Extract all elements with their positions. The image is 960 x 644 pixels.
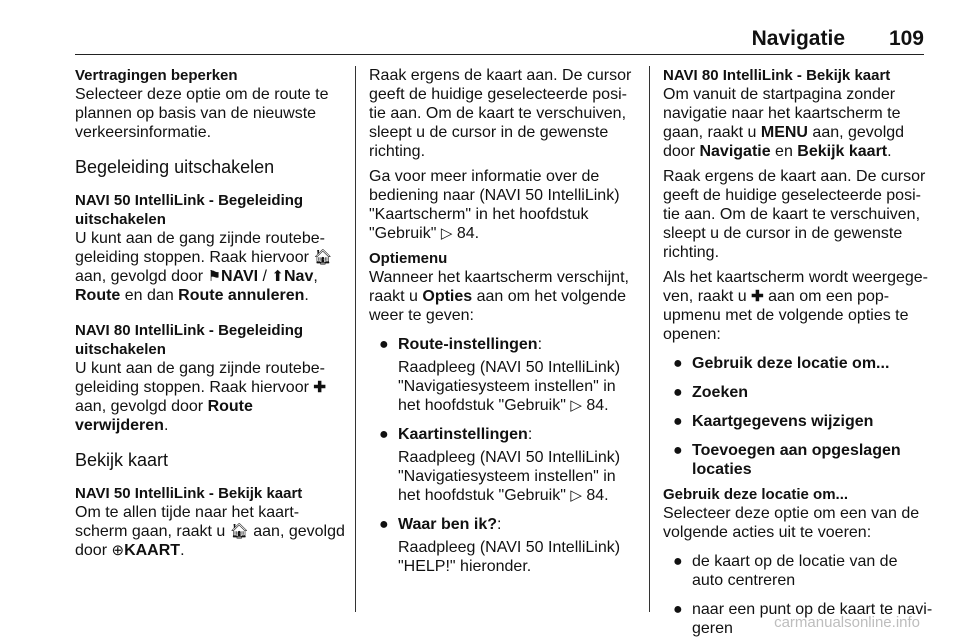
plus-icon: ✚ (313, 379, 326, 396)
bullet: ● (673, 442, 683, 459)
list-item: ● Gebruik deze locatie om... (673, 355, 890, 372)
list-item: ● Toevoegen aan opgeslagen locaties (673, 442, 901, 478)
subsection-title: Optiemenu (369, 250, 448, 267)
arrow-icon: ⬆ (271, 268, 284, 285)
paragraph: Als het kaartscherm wordt weergege-ven, raakt u ✚ aan om een pop-upmenu met de volgende opties te openen: (663, 269, 928, 343)
flag-icon: ⚑ (207, 268, 222, 285)
paragraph: Wanneer het kaartscherm verschijnt, raakt u Opties aan om het volgende weer te geven: (369, 269, 629, 324)
paragraph: Ga voor meer informatie over de bediening naar (NAVI 50 IntelliLink) "Kaartscherm" in het hoofdstuk "Gebruik" ▷ 84. (369, 168, 620, 242)
page-ref-icon: ▷ (570, 487, 582, 504)
subsection-title: NAVI 80 IntelliLink - Bekijk kaart (663, 67, 891, 84)
home-icon: 🏠︎ (229, 523, 249, 540)
column-right (663, 66, 933, 644)
list-item: ● Waar ben ik?: Raadpleeg (NAVI 50 IntelliLink) "HELP!" hieronder. (379, 516, 621, 575)
page-header (0, 24, 960, 54)
column-middle (369, 66, 637, 582)
paragraph: U kunt aan de gang zijnde routebe-geleiding stoppen. Raak hiervoor 🏠︎ aan, gevolgd door ⚑NAVI / ⬆Nav, Route en dan Route annuleren. (75, 230, 333, 304)
page-title: Navigatie (751, 27, 845, 50)
bullet: ● (379, 516, 389, 533)
plus-icon: ✚ (751, 288, 764, 305)
home-icon: 🏠︎ (313, 249, 333, 266)
option-list (369, 335, 637, 576)
bullet: ● (379, 426, 389, 443)
bullet: ● (673, 413, 683, 430)
subsection-title: Gebruik deze locatie om... (663, 486, 849, 503)
bullet: ● (673, 601, 683, 618)
bullet: ● (673, 384, 683, 401)
watermark: carmanualsonline.info (774, 614, 920, 631)
subsection-title: NAVI 50 IntelliLink - Begeleiding uitschakelen (75, 192, 304, 228)
section-heading: Bekijk kaart (75, 450, 169, 470)
list-item: ● naar een punt op de kaart te navi-geren (673, 601, 933, 637)
list-item: ● Zoeken (673, 384, 749, 401)
bullet: ● (673, 553, 683, 570)
column-divider (355, 66, 356, 612)
paragraph: Raak ergens de kaart aan. De cursor geeft de huidige geselecteerde posi-tie aan. Om de kaart te verschuiven, sleept u de cursor in de gewenste richting. (663, 168, 926, 261)
bullet: ● (673, 355, 683, 372)
page-number: 109 (888, 27, 924, 50)
subsection-title: NAVI 80 IntelliLink - Begeleiding uitschakelen (75, 322, 304, 358)
page-ref-icon: ▷ (440, 225, 453, 242)
list-item: ● de kaart op de locatie van de auto centreren (673, 553, 898, 589)
paragraph: Raak ergens de kaart aan. De cursor geeft de huidige geselecteerde posi-tie aan. Om de kaart te verschuiven, sleept u de cursor in de gewenste richting. (369, 67, 632, 160)
subsection-title: Vertragingen beperken (75, 67, 238, 84)
list-item: ● Route-instellingen: Raadpleeg (NAVI 50 IntelliLink) "Navigatiesysteem instellen" in het hoofdstuk "Gebruik" ▷ 84. (379, 336, 621, 414)
paragraph: U kunt aan de gang zijnde routebe-geleiding stoppen. Raak hiervoor ✚ aan, gevolgd door Route verwijderen. (75, 360, 326, 434)
bullet: ● (379, 336, 389, 353)
list-item: ● Kaartgegevens wijzigen (673, 413, 874, 430)
subsection-title: NAVI 50 IntelliLink - Bekijk kaart (75, 485, 303, 502)
page-ref-icon: ▷ (570, 397, 582, 414)
header-rule (75, 54, 924, 55)
column-divider (649, 66, 650, 612)
column-left (75, 66, 350, 566)
section-heading: Begeleiding uitschakelen (75, 157, 275, 177)
map-icon: ⊕ (111, 542, 125, 559)
paragraph: Om vanuit de startpagina zonder navigatie naar het kaartscherm te gaan, raakt u MENU aan, gevolgd door Navigatie en Bekijk kaart. (663, 86, 905, 160)
paragraph: Om te allen tijde naar het kaart-scherm gaan, raakt u 🏠︎ aan, gevolgd door ⊕KAART. (75, 504, 345, 559)
paragraph: Selecteer deze optie om een van de volgende acties uit te voeren: (663, 505, 920, 541)
popup-option-list (663, 354, 933, 479)
list-item: ● Kaartinstellingen: Raadpleeg (NAVI 50 IntelliLink) "Navigatiesysteem instellen" in het hoofdstuk "Gebruik" ▷ 84. (379, 426, 621, 504)
paragraph: Selecteer deze optie om de route te plannen op basis van de nieuwste verkeersinformatie. (75, 86, 329, 141)
